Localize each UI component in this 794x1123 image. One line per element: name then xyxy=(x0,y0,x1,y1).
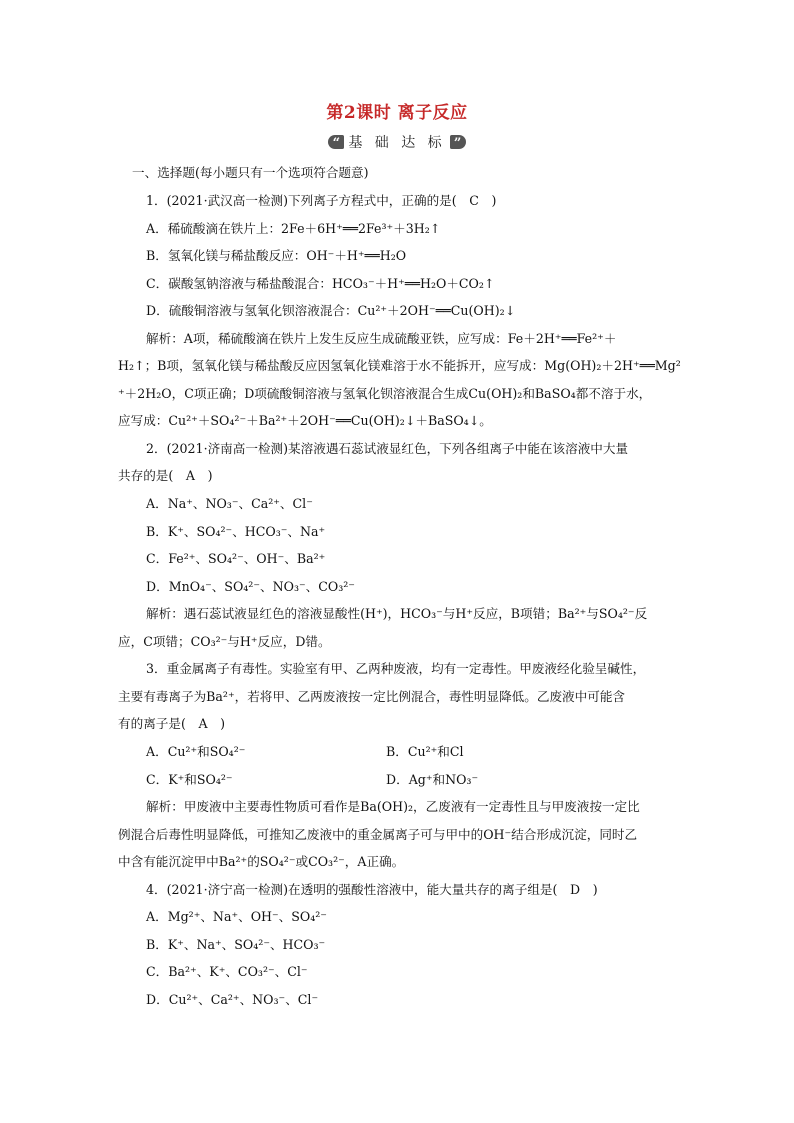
question-3-stem-cont: 主要有毒离子为Ba²⁺，若将甲、乙两废液按一定比例混合，毒性明显降低。乙废液中可能含 xyxy=(118,689,626,704)
question-1-option-d: D．硫酸铜溶液与氢氧化钡溶液混合：Cu²⁺＋2OH⁻══Cu(OH)₂↓ xyxy=(146,303,516,318)
question-1-analysis-line: 应写成：Cu²⁺＋SO₄²⁻＋Ba²⁺＋2OH⁻══Cu(OH)₂↓＋BaSO₄↓。 xyxy=(118,413,492,428)
question-4-option-b: B．K⁺、Na⁺、SO₄²⁻、HCO₃⁻ xyxy=(146,937,326,952)
section-banner xyxy=(0,132,794,152)
question-1-stem: 1．(2021·武汉高一检测)下列离子方程式中，正确的是( C ) xyxy=(146,193,497,208)
question-2-option-c: C．Fe²⁺、SO₄²⁻、OH⁻、Ba²⁺ xyxy=(146,551,326,566)
question-4-option-a: A．Mg²⁺、Na⁺、OH⁻、SO₄²⁻ xyxy=(146,909,327,924)
question-1-analysis-line: ⁺＋2H₂O，C项正确；D项硫酸铜溶液与氢氧化钡溶液混合生成Cu(OH)₂和BaSO₄都不溶于水， xyxy=(118,386,652,401)
question-3-option-a: A．Cu²⁺和SO₄²⁻ xyxy=(146,744,246,759)
question-1-option-c: C．碳酸氢钠溶液与稀盐酸混合：HCO₃⁻＋H⁺══H₂O＋CO₂↑ xyxy=(146,276,495,291)
question-2-analysis-line: 应，C项错；CO₃²⁻与H⁺反应，D错。 xyxy=(118,634,331,649)
question-2-option-a: A．Na⁺、NO₃⁻、Ca²⁺、Cl⁻ xyxy=(146,496,313,511)
question-2-stem: 2．(2021·济南高一检测)某溶液遇石蕊试液显红色，下列各组离子中能在该溶液中大量 xyxy=(146,441,629,456)
question-4-stem: 4．(2021·济宁高一检测)在透明的强酸性溶液中，能大量共存的离子组是( D ) xyxy=(146,882,598,897)
question-1-option-a: A．稀硫酸滴在铁片上：2Fe＋6H⁺══2Fe³⁺＋3H₂↑ xyxy=(146,221,441,236)
question-3-analysis-line: 解析：甲废液中主要毒性物质可看作是Ba(OH)₂，乙废液有一定毒性且与甲废液按一定比 xyxy=(146,799,640,814)
question-1-analysis-line: 解析：A项，稀硫酸滴在铁片上发生反应生成硫酸亚铁，应写成：Fe＋2H⁺══Fe²⁺＋ xyxy=(146,331,617,346)
question-3-option-c: C．K⁺和SO₄²⁻ xyxy=(146,772,233,787)
question-2-analysis-line: 解析：遇石蕊试液显红色的溶液显酸性(H⁺)，HCO₃⁻与H⁺反应，B项错；Ba²⁺与SO₄²⁻反 xyxy=(146,606,648,621)
question-3-stem: 3．重金属离子有毒性。实验室有甲、乙两种废液，均有一定毒性。甲废液经化验呈碱性， xyxy=(146,661,646,676)
open-quote-icon: “ xyxy=(328,135,344,149)
section-heading: 一、选择题(每小题只有一个选项符合题意) xyxy=(132,165,369,180)
close-quote-icon: ” xyxy=(450,135,466,149)
question-3-analysis-line: 例混合后毒性明显降低，可推知乙废液中的重金属离子可与甲中的OH⁻结合形成沉淀，同时乙 xyxy=(118,827,638,842)
question-3-option-b: B．Cu²⁺和Cl xyxy=(386,744,464,759)
question-3-option-d: D．Ag⁺和NO₃⁻ xyxy=(386,772,479,787)
question-4-option-c: C．Ba²⁺、K⁺、CO₃²⁻、Cl⁻ xyxy=(146,964,308,979)
page-title: 第2课时 离子反应 xyxy=(326,103,468,123)
question-1-option-b: B．氢氧化镁与稀盐酸反应：OH⁻＋H⁺══H₂O xyxy=(146,248,407,263)
banner-label: 基 础 达 标 xyxy=(348,135,446,151)
question-3-analysis-line: 中含有能沉淀甲中Ba²⁺的SO₄²⁻或CO₃²⁻，A正确。 xyxy=(118,854,405,869)
question-1-analysis-line: H₂↑；B项，氢氧化镁与稀盐酸反应因氢氧化镁难溶于水不能拆开，应写成：Mg(OH)₂＋2H⁺══Mg² xyxy=(118,358,681,373)
question-2-option-d: D．MnO₄⁻、SO₄²⁻、NO₃⁻、CO₃²⁻ xyxy=(146,579,355,594)
question-2-stem-cont: 共存的是( A ) xyxy=(118,468,213,483)
question-3-stem-cont: 有的离子是( A ) xyxy=(118,716,226,731)
question-4-option-d: D．Cu²⁺、Ca²⁺、NO₃⁻、Cl⁻ xyxy=(146,992,319,1007)
question-2-option-b: B．K⁺、SO₄²⁻、HCO₃⁻、Na⁺ xyxy=(146,524,326,539)
